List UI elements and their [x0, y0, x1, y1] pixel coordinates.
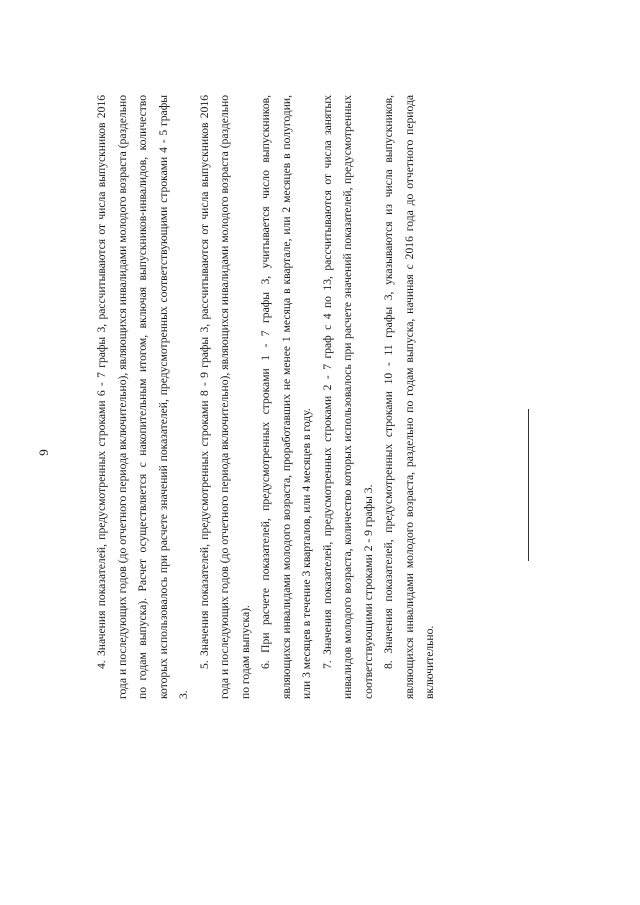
document-body: [92, 95, 441, 699]
paragraph-7: 7. Значения показателей, предусмотренных строками 2 - 7 граф с 4 по 13, рассчитываются от числа занятых инвалидов молодого возраста, количество которых использовалось при расчете значений показателей, предусмотренных соответствующими строками 2 - 9 графы 3.: [320, 95, 375, 699]
paragraph-8: 8. Значения показателей, предусмотренных строками 10 - 11 графы 3, указываются из числа выпускников, являющихся инвалидами молодого возраста, раздельно по годам выпуска, начиная с 2016 года до отчетного периода включительно.: [382, 95, 436, 699]
paragraph-5: 5. Значения показателей, предусмотренных строками 8 - 9 графы 3, рассчитываются от числа выпускников 2016 года и последующих годов (до отчетного периода включительно), являющихся инвалидами молодого возраста (раздельно по годам выпуска).: [197, 95, 252, 699]
paragraph-6: 6. При расчете показателей, предусмотренных строками 1 - 7 графы 3, учитывается число выпускников, являющихся инвалидами молодого возраста, проработавших не менее 1 месяца в квартале, или 2 месяцев в полугодии, или 3 месяцев в течение 3 кварталов, или 4 месяцев в году.: [259, 95, 313, 699]
page-number: 9: [36, 449, 51, 456]
footnote-rule: [528, 409, 529, 561]
paragraph-4: 4. Значения показателей, предусмотренных строками 6 - 7 графы 3, рассчитываются от числа выпускников 2016 года и последующих годов (до отчетного периода включительно), являющихся инвалидами молодого возраста (раздельно по годам выпуска). Расчет осуществляется с накопительным итогом, включая выпускников-инвалидов, количество которых использовалось при расчете значений показателей, предусмотренных соответствующими строками 4 - 5 графы 3.: [95, 95, 190, 699]
